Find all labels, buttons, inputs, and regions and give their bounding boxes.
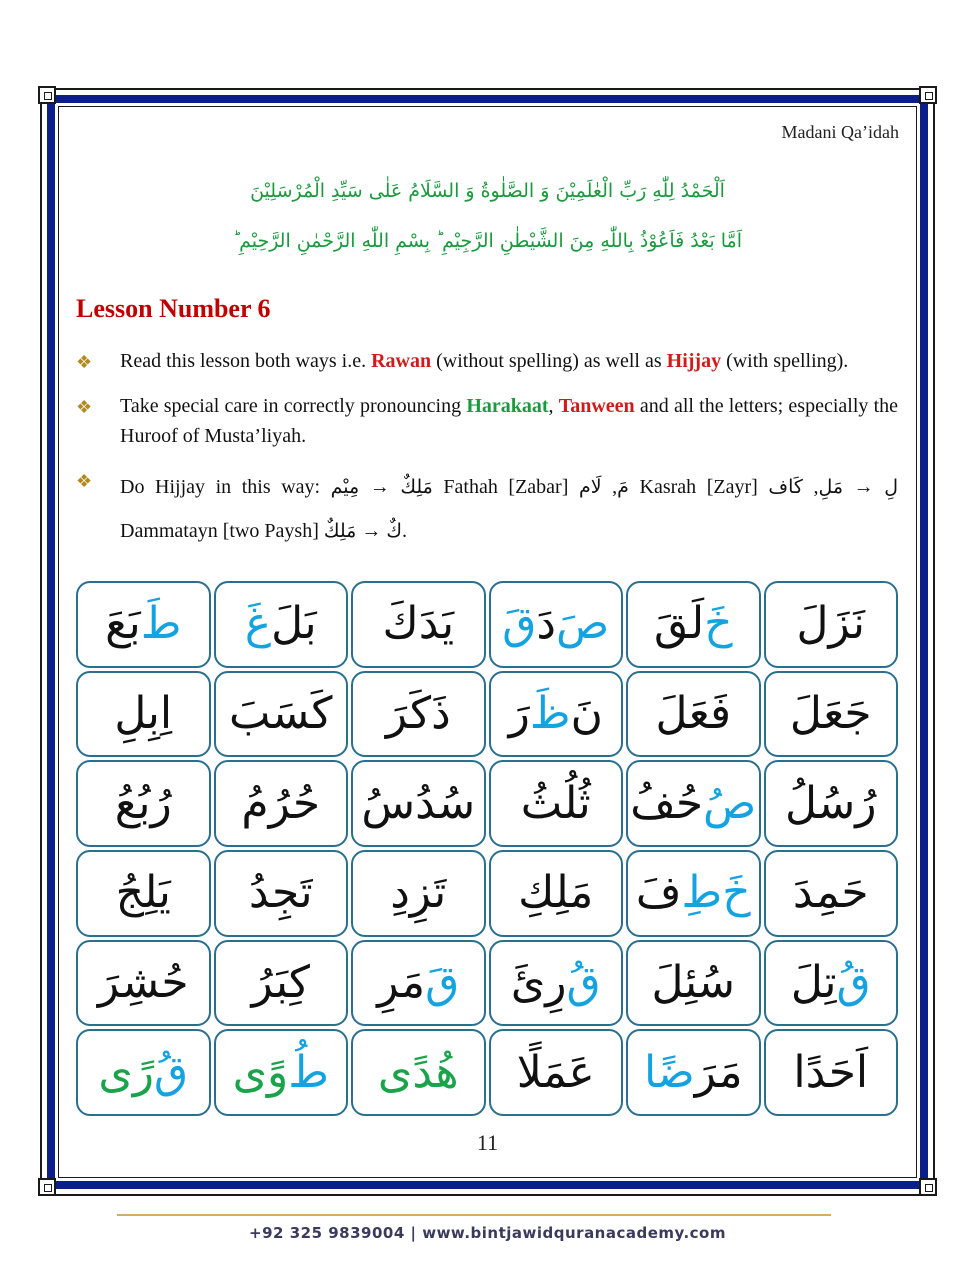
word-cell [626,1029,761,1116]
word-cell [626,850,761,937]
term-hijjay: Hijjay [666,350,722,372]
word-segment: جَعَلَ [789,687,872,739]
word-segment: قَ [425,956,460,1008]
word-segment: حُفُ [630,777,704,829]
instruction-text [120,465,898,553]
word-cell [351,671,486,758]
book-title: Madani Qa’idah [781,122,899,142]
word-cell [76,581,211,668]
lesson-heading: Lesson Number 6 [76,294,271,323]
text: (without spelling) as well as [431,350,667,372]
word-segment: صَ [556,598,610,650]
word-cell [764,671,899,758]
arrow: → [356,520,387,542]
word-cell [214,581,349,668]
word-segment: بَلَ [271,598,317,650]
instruction-item [76,465,898,553]
word-cell [626,581,761,668]
word-segment: بَعَ [105,598,141,650]
word-segment: رَ [508,687,530,739]
word-segment: مَرَ [694,1046,743,1098]
word-segment: حُرُمُ [241,777,321,829]
text: (with spelling). [721,350,849,372]
arabic-example: كَاف [768,476,803,498]
arabic-example: كٌ [386,520,403,542]
word-segment: مَلِكِ [518,867,594,919]
word-cell [214,940,349,1027]
instruction-text [120,391,898,451]
word-cell [214,1029,349,1116]
word-segment: دَ [536,598,557,650]
word-segment: يَدَكَ [382,598,455,650]
word-segment: طِ [681,867,723,919]
arabic-example: لَام [578,476,602,498]
word-segment: ظَ [529,687,571,739]
word-cell [764,760,899,847]
word-segment: كَسَبَ [229,687,333,739]
word-segment: حَمِدَ [792,867,869,919]
word-segment: تِلَ [790,956,837,1008]
text: and all the letters; especially the Huroof of Musta’liyah. [120,395,899,447]
arabic-example: مَلِكٌ [323,520,357,542]
word-segment: ذَكَرَ [385,687,451,739]
word-cell [626,940,761,1027]
word-cell [76,671,211,758]
word-segment: رِئَ [510,956,567,1008]
arabic-example: مَلِكٌ [400,476,433,498]
word-cell [489,581,624,668]
text: Do Hijjay in this way: [120,476,331,498]
word-cell [489,940,624,1027]
word-segment: طُ [288,1046,329,1098]
word-cell [351,940,486,1027]
word-cell [214,850,349,937]
instructions-list [76,346,898,567]
diamond-bullet-icon: ❖ [76,471,93,491]
word-segment: اِبِلِ [114,687,173,739]
word-cell [764,940,899,1027]
word-cell [489,671,624,758]
word-segment: رُسُلُ [785,777,877,829]
word-segment: قُ [154,1046,189,1098]
word-segment: ضًا [643,1046,695,1098]
opening-dua-line-2: اَمَّا بَعْدُ فَاَعُوْذُ بِاللّٰهِ مِنَ الشَّيْطٰنِ الرَّجِيْمِ ؕ بِسْمِ اللّٰهِ الرَّحْمٰنِ الرَّحِيْمِ ؕ [233,230,742,252]
word-segment: كِبَرُ [251,956,311,1008]
diamond-bullet-icon: ❖ [76,397,93,417]
text: Read this lesson both ways i.e. [120,350,372,372]
word-segment: سُئِلَ [651,956,735,1008]
word-segment: قُ [836,956,871,1008]
word-segment: لَقَ [654,598,705,650]
word-segment: يَلِجُ [115,867,171,919]
word-cell [351,581,486,668]
word-grid [76,581,898,1116]
word-segment: اَحَدًا [793,1046,869,1098]
word-segment: سُدُسُ [361,777,476,829]
word-segment: مَرِ [377,956,426,1008]
word-cell [351,850,486,937]
term-tanween: Tanween [558,395,635,417]
instruction-text [120,346,898,377]
text: , [802,476,819,498]
word-cell [76,760,211,847]
word-cell [351,760,486,847]
text: Dammatayn [two Paysh] [120,520,324,542]
word-segment: تَزِدِ [390,867,447,919]
frame-corner-ornament [38,86,56,104]
arrow: → [843,476,885,498]
word-cell [76,940,211,1027]
word-segment: رُبُعُ [114,777,172,829]
word-cell [489,1029,624,1116]
word-segment: حُشِرَ [97,956,189,1008]
word-cell [626,760,761,847]
word-segment: عَمَلًا [516,1046,595,1098]
word-segment: ثُلُثُ [520,777,591,829]
word-cell [76,1029,211,1116]
arabic-example: مَلِ [818,476,844,498]
arrow: → [359,476,401,498]
arabic-example: لِ [884,476,899,498]
text: , [601,476,618,498]
word-cell [764,581,899,668]
term-rawan: Rawan [371,350,432,372]
text: Fathah [Zabar] [432,476,579,498]
word-segment: قَ [502,598,537,650]
opening-dua-line-1: اَلْحَمْدُ لِلّٰهِ رَبِّ الْعٰلَمِيْنَ وَ الصَّلٰوةُ وَ السَّلَامُ عَلٰى سَيِّدِ الْمُرْسَلِيْنَ [250,180,725,202]
text: Take special care in correctly pronouncing [120,395,467,417]
word-segment: غَ [244,598,272,650]
text: Kasrah [Zayr] [628,476,769,498]
word-cell [214,671,349,758]
term-harakaat: Harakaat [466,395,549,417]
word-segment: فَ [635,867,682,919]
arabic-example: مِيْم [330,476,360,498]
footer-divider [117,1214,831,1216]
word-segment: وًى [232,1046,289,1098]
page-number: 11 [476,1130,499,1155]
word-segment: نَ [570,687,603,739]
arabic-example: مَ [617,476,629,498]
word-segment: رًى [98,1046,155,1098]
word-cell [214,760,349,847]
frame-corner-ornament [919,86,937,104]
word-segment: نَزَلَ [796,598,865,650]
word-cell [764,850,899,937]
instruction-item [76,391,898,451]
footer-contact: +92 325 9839004 | www.bintjawidquranacademy.com [249,1224,726,1242]
frame-corner-ornament [919,1178,937,1196]
word-segment: خَ [722,867,751,919]
word-segment: خَ [704,598,733,650]
instruction-item [76,346,898,377]
diamond-bullet-icon: ❖ [76,352,93,372]
text: , [548,395,559,417]
word-segment: صُ [703,777,757,829]
word-segment: قُ [566,956,601,1008]
word-cell [76,850,211,937]
word-cell [489,760,624,847]
word-cell [764,1029,899,1116]
frame-corner-ornament [38,1178,56,1196]
text: . [402,520,408,542]
word-segment: تَجِدُ [248,867,313,919]
word-cell [626,671,761,758]
word-cell [351,1029,486,1116]
word-segment: طَ [140,598,182,650]
word-cell [489,850,624,937]
word-segment: فَعَلَ [655,687,732,739]
word-segment: هُدًى [377,1046,459,1098]
